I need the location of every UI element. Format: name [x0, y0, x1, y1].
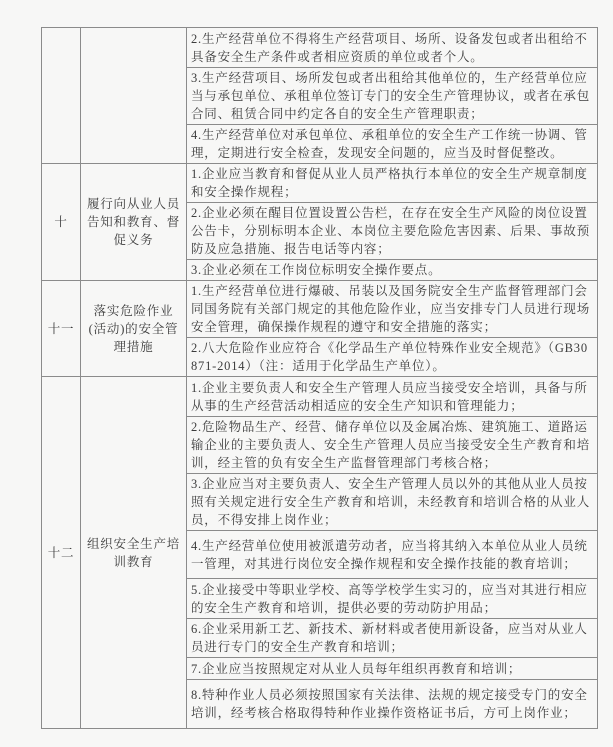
requirement-item-cell: 4.生产经营单位对承包单位、承租单位的安全生产工作统一协调、管理，定期进行安全检查，发现安全问题的，应当及时督促整改。 [187, 125, 598, 164]
section-number-cell: 十 [42, 164, 81, 281]
requirement-item-cell: 3.生产经营项目、场所发包或者出租给其他单位的，生产经营单位应当与承包单位、承租单位签订专门的安全生产管理协议，或者在承包合同、租赁合同中约定各自的安全生产管理职责； [187, 68, 598, 125]
table-row [42, 377, 598, 417]
requirement-item-cell: 7.企业应当按照规定对从业人员每年组织再教育和培训； [187, 658, 598, 680]
requirement-item-cell: 4.生产经营单位使用被派遣劳动者，应当将其纳入本单位从业人员统一管理，对其进行岗位安全操作规程和安全操作技能的教育培训； [187, 531, 598, 579]
requirement-item-cell: 8.特种作业人员必须按照国家有关法律、法规的规定接受专门的安全培训，经考核合格取得特种作业操作资格证书后，方可上岗作业； [187, 680, 598, 729]
requirement-item-cell: 6.企业采用新工艺、新技术、新材料或者使用新设备，应当对从业人员进行专门的安全生产教育和培训； [187, 619, 598, 658]
requirement-item-cell: 3.企业应当对主要负责人、安全生产管理人员以外的其他从业人员按照有关规定进行安全生产教育和培训，未经教育和培训合格的从业人员，不得安排上岗作业； [187, 474, 598, 531]
table-row [42, 164, 598, 203]
section-category-cell: 组织安全生产培训教育 [81, 377, 187, 729]
requirement-item-cell: 1.企业主要负责人和安全生产管理人员应当接受安全培训，具备与所从事的生产经营活动相适应的安全生产知识和管理能力； [187, 377, 598, 417]
requirement-item-cell: 3.企业必须在工作岗位标明安全操作要点。 [187, 260, 598, 281]
requirement-item-cell: 2.企业必须在醒目位置设置公告栏，在存在安全生产风险的岗位设置公告卡，分别标明本企业、本岗位主要危险危害因素、后果、事故预防及应急措施、报告电话等内容； [187, 203, 598, 260]
section-number-cell: 十二 [42, 377, 81, 729]
section-number-cell: 十一 [42, 281, 81, 377]
regulation-table [41, 27, 598, 729]
section-category-cell: 履行向从业人员告知和教育、督促义务 [81, 164, 187, 281]
requirement-item-cell: 2.八大危险作业应符合《化学品生产单位特殊作业安全规范》（GB30871-2014）（注：适用于化学品生产单位）。 [187, 338, 598, 377]
section-number-cell [42, 28, 81, 164]
section-category-cell [81, 28, 187, 164]
section-category-cell: 落实危险作业(活动)的安全管理措施 [81, 281, 187, 377]
table-row [42, 28, 598, 68]
requirement-item-cell: 1.生产经营单位进行爆破、吊装以及国务院安全生产监督管理部门会同国务院有关部门规定的其他危险作业，应当安排专门人员进行现场安全管理，确保操作规程的遵守和安全措施的落实； [187, 281, 598, 338]
requirement-item-cell: 2.危险物品生产、经营、储存单位以及金属冶炼、建筑施工、道路运输企业的主要负责人、安全生产管理人员应当接受安全生产教育和培训，经主管的负有安全生产监督管理部门考核合格； [187, 417, 598, 474]
requirement-item-cell: 1.企业应当教育和督促从业人员严格执行本单位的安全生产规章制度和安全操作规程； [187, 164, 598, 203]
table-row [42, 281, 598, 338]
requirement-item-cell: 2.生产经营单位不得将生产经营项目、场所、设备发包或者出租给不具备安全生产条件或者相应资质的单位或者个人。 [187, 28, 598, 68]
requirement-item-cell: 5.企业接受中等职业学校、高等学校学生实习的，应当对其进行相应的安全生产教育和培训，提供必要的劳动防护用品； [187, 579, 598, 619]
